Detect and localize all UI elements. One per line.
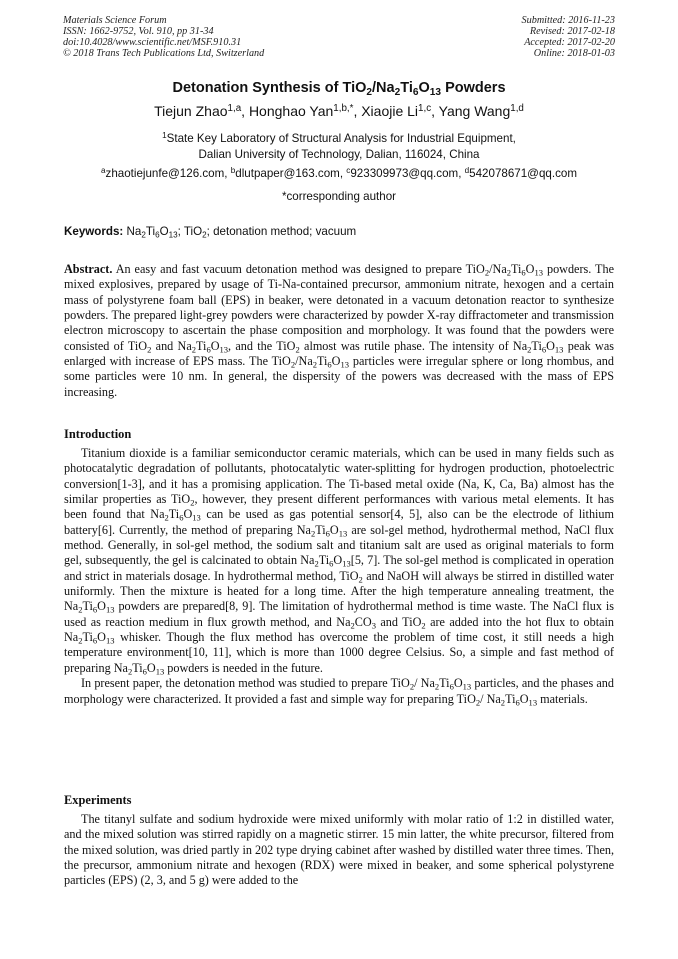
journal-name: Materials Science Forum bbox=[63, 15, 167, 26]
affiliation: $^1$State Key Laboratory of Structural Analysis for Industrial Equipment, Dalian University of Technology, Dalian, 116024, China bbox=[162, 130, 516, 161]
abstract-label: Abstract. bbox=[64, 262, 113, 276]
keywords bbox=[64, 225, 356, 238]
author-list: Tiejun Zhao$^{1,a}$, Honghao Yan$^{1,b,*}$, Xiaojie Li$^{1,c}$, Yang Wang$^{1,d}$ bbox=[154, 103, 524, 119]
submitted-date: Submitted: 2016-11-23 bbox=[521, 15, 615, 26]
email: $^a$zhaotiejunfe@126.com bbox=[101, 165, 225, 180]
experiments-body bbox=[64, 812, 614, 889]
author: Xiaojie Li$^{1,c}$ bbox=[361, 103, 432, 119]
email: $^b$dlutpaper@163.com bbox=[230, 165, 340, 180]
author: Honghao Yan$^{1,b,*}$ bbox=[248, 103, 354, 119]
copyright-line: © 2018 Trans Tech Publications Ltd, Switzerland bbox=[63, 47, 265, 59]
email: $^d$542078671@qq.com bbox=[464, 165, 577, 180]
section-heading-experiments: Experiments bbox=[64, 793, 132, 807]
revised-date: Revised: 2017-02-18 bbox=[529, 25, 615, 37]
introduction-body bbox=[64, 446, 614, 707]
email-list: $^a$zhaotiejunfe@126.com, $^b$dlutpaper@163.com, $^c$923309973@qq.com, $^d$542078671@qq.com bbox=[101, 165, 577, 180]
author: Tiejun Zhao$^{1,a}$ bbox=[154, 103, 242, 119]
online-date: Online: 2018-01-03 bbox=[533, 47, 615, 59]
paragraph: The titanyl sulfate and sodium hydroxide were mixed uniformly with molar ratio of 1:2 in distilled water, and the mixed solution was stirred rapidly on a magnetic stirrer. 15 min latter, the white precursor, filtered from the mixed solution, was dried partly in 202 type drying cabinet after washed by distilled water three times. Then, the precursor, ammonium nitrate and hexogen (RDX) were mixed in beaker, and some spherical polystyrene particles (EPS) (2, 3, and 5 g) were added to the bbox=[64, 812, 614, 888]
journal-info bbox=[63, 16, 264, 60]
doi-line: doi:10.4028/www.scientific.net/MSF.910.31 bbox=[63, 36, 242, 48]
paragraph: Titanium dioxide is a familiar semiconductor ceramic materials, which can be used in many fields such as photocatalytic degradation of pollutants, photocatalytic water-splitting for hydrogen production, photoelectric conversion[1-3], and it has a promising application. The Ti-based metal oxide (Na, K, Ca, Ba) almost has the similar properties as TiO$_2$, however, they present different performances with various metal elements. It has been found that $Na_2Ti_6O_{13}$ can be used as gas potential sensor[4, 5], also can be the electrode of lithium battery[6]. Currently, the method of preparing $Na_2Ti_6O_{13}$ are sol-gel method, hydrothermal method, NaCl flux method. Generally, in sol-gel method, the sodium salt and titanium salt are used as original materials to form gel, subsequently, the gel is calcinated to obtain $Na_2Ti_6O_{13}[5$, 7]. The sol-gel method is complicated in operation and strict in materials dosage. In hydrothermal method, TiO$_2$ and NaOH will always be stirred in distilled water uniformly. Then the mixture is heated for a long time. After the high temperature annealing treatment, the $Na_2Ti_6O_{13}$ powders are prepared[8, 9]. The limitation of hydrothermal method is time waste. The NaCl flux is used as reaction medium in flux growth method, and $Na_2CO_3$ and TiO$_2$ are added into the hot flux to obtain $Na_2Ti_6O_{13}$ whisker. Though the flux method has overcome the problem of time cost, it still needs a high temperature environment[10, 11], which is more than 1000 degree Celsius. So, a simple and fast method of preparing $Na_2Ti_6O_{13}$ powders is needed in the future. bbox=[64, 446, 615, 677]
keywords-label: Keywords: bbox=[64, 225, 124, 238]
issn-line: ISSN: 1662-9752, Vol. 910, pp 31-34 bbox=[63, 25, 214, 37]
author: Yang Wang$^{1,d}$ bbox=[438, 103, 524, 119]
accepted-date: Accepted: 2017-02-20 bbox=[524, 36, 615, 48]
email: $^c$923309973@qq.com bbox=[346, 165, 459, 180]
abstract bbox=[64, 262, 614, 400]
corresponding-note: *corresponding author bbox=[281, 190, 397, 203]
paper-title: Detonation Synthesis of $TiO_2/Na_2Ti_6O_{13}$ Powders bbox=[172, 80, 506, 98]
dates-info bbox=[522, 16, 615, 60]
keywords-text: $Na_2Ti_6O_{13}$; TiO$_2$; detonation method; vacuum bbox=[126, 225, 357, 240]
section-heading-introduction: Introduction bbox=[64, 427, 132, 441]
paragraph: In present paper, the detonation method was studied to prepare TiO$_2$/ $Na_2Ti_6O_{13}$ particles, and the phases and morphology were characterized. It provided a fast and simple way for preparing TiO$_2$/ $Na_2Ti_6O_{13}$ materials. bbox=[64, 676, 614, 707]
abstract-text: An easy and fast vacuum detonation method was designed to prepare $TiO_2/Na_2Ti_6O_{13}$ powders. The mixed explosives, prepared by usage of Ti-Na-contained precursor, ammonium nitrate, hexogen and a certain mass of polystyrene foam ball (EPS) in beaker, were detonated in a vacuum detonation reactor to synthesize powders. The prepared light-grey powders were characterized by powder X-ray diffractometer and transmission electron microscopy to ascertain the phase composition and morphology. It was found that the powders were consisted of TiO$_2$ and $Na_2Ti_6O_{13}$, and the TiO$_2$ almost was rutile phase. The intensity of $Na_2Ti_6O_{13}$ peak was enlarged with increase of EPS mass. The $TiO_2/Na_2Ti_6O_{13}$ particles were irregular sphere or long rhombus, and some particles were 10 nm. In general, the dispersity of the powers was decreased with the mass of EPS increasing. bbox=[64, 262, 615, 399]
